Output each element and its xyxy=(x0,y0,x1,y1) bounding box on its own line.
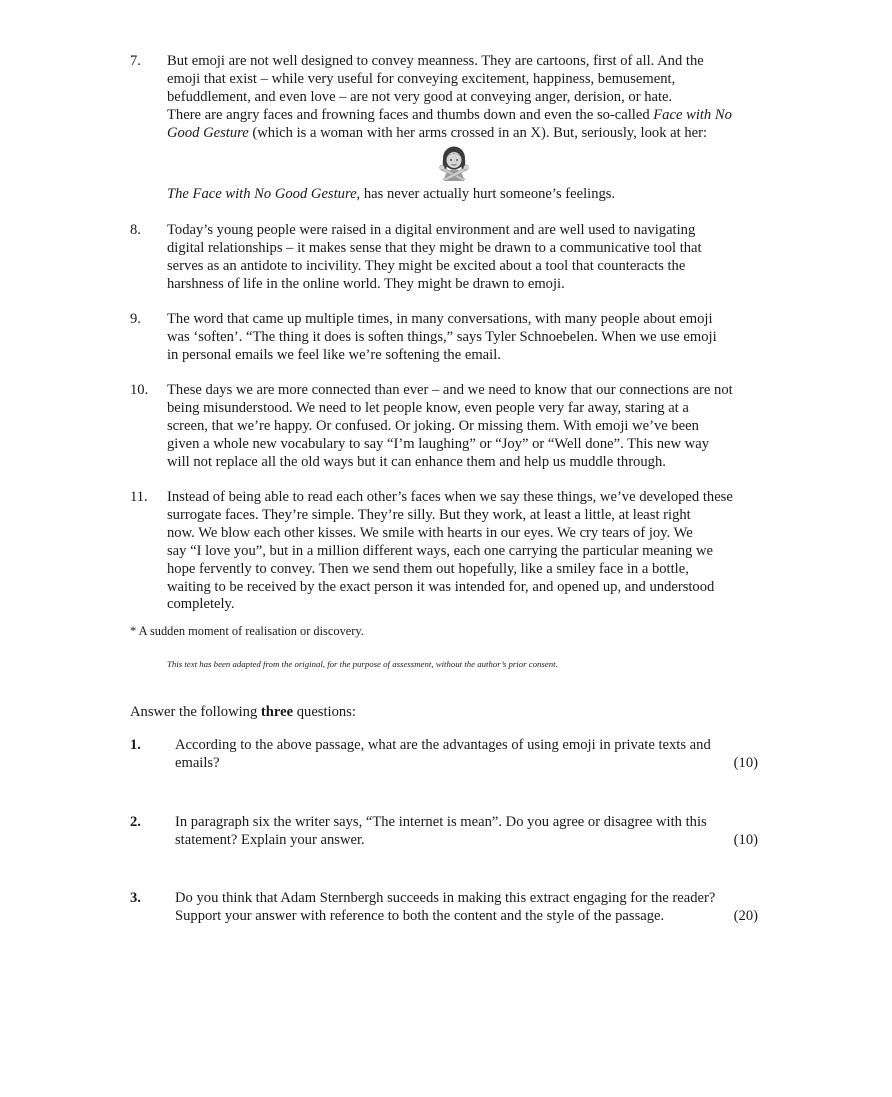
question-number: 3. xyxy=(130,890,141,906)
text-run: There are angry faces and frowning faces and thumbs down and even the so-called xyxy=(167,106,654,123)
paragraph-10 xyxy=(130,382,780,474)
question-marks: (10) xyxy=(733,755,758,771)
paragraph-line: surrogate faces. They’re simple. They’re silly. But they work, at least a little, at least right xyxy=(167,506,691,523)
paragraph-line xyxy=(167,186,772,204)
question-line: Do you think that Adam Sternbergh succeeds in making this extract engaging for the reader? xyxy=(175,890,716,906)
paragraph-line: completely. xyxy=(167,596,235,613)
paragraph-line: emoji that exist – while very useful for conveying excitement, happiness, bemusement, xyxy=(167,70,676,87)
paragraph-number: 7. xyxy=(130,53,141,69)
paragraph-line: befuddlement, and even love – are not very good at conveying anger, derision, or hate. xyxy=(167,88,673,105)
paragraph-line: harshness of life in the online world. They might be drawn to emoji. xyxy=(167,275,565,292)
paragraph-line: These days we are more connected than ever – and we need to know that our connections are not xyxy=(167,382,733,398)
paragraph-number: 10. xyxy=(130,382,149,398)
paragraph-number: 8. xyxy=(130,222,141,238)
text-run: (which is a woman with her arms crossed in an X). But, seriously, look at her: xyxy=(248,124,708,141)
paragraph-line: being misunderstood. We need to let people know, even people very far away, staring at a xyxy=(167,399,689,416)
paragraph-body xyxy=(167,311,772,365)
question-body xyxy=(175,890,760,926)
paragraph-line: digital relationships – it makes sense that they might be drawn to a communicative tool that xyxy=(167,239,702,256)
text-run: has never actually hurt someone’s feelings. xyxy=(360,186,616,202)
paragraph-line: waiting to be received by the exact person it was intended for, and opened up, and understood xyxy=(167,578,715,595)
footnote: * A sudden moment of realisation or discovery. xyxy=(130,624,364,638)
paragraph-line: The word that came up multiple times, in many conversations, with many people about emoji xyxy=(167,311,713,327)
question-line: emails? xyxy=(175,754,220,771)
question-number: 2. xyxy=(130,814,141,830)
question-number: 1. xyxy=(130,737,141,753)
paragraph-line: Today’s young people were raised in a digital environment and are well used to navigating xyxy=(167,222,696,238)
paragraph-line: serves as an antidote to incivility. They might be excited about a tool that counteracts the xyxy=(167,257,686,274)
paragraph-7-continued xyxy=(130,186,780,206)
question-line: Support your answer with reference to both the content and the style of the passage. xyxy=(175,907,665,924)
question-line: In paragraph six the writer says, “The internet is mean”. Do you agree or disagree with this xyxy=(175,814,707,830)
italic-term: The Face with No Good Gesture, xyxy=(167,186,361,202)
paragraph-line: hope fervently to convey. Then we send them out hopefully, like a smiley face in a bottle, xyxy=(167,560,689,577)
question-line: According to the above passage, what are the advantages of using emoji in private texts and xyxy=(175,737,711,753)
source-note: This text has been adapted from the original, for the purpose of assessment, without the author’s prior consent. xyxy=(167,659,558,669)
question-marks: (10) xyxy=(733,832,758,848)
paragraph-line: will not replace all the old ways but it can enhance them and help us muddle through. xyxy=(167,453,666,470)
paragraph-body xyxy=(167,186,772,204)
instruction-text xyxy=(130,704,356,722)
text-run: questions: xyxy=(293,704,356,720)
question-marks: (20) xyxy=(733,908,758,924)
bold-term: three xyxy=(260,704,294,720)
paragraph-11 xyxy=(130,489,780,617)
paragraph-body xyxy=(167,382,772,472)
italic-term: Good Gesture xyxy=(167,124,249,141)
paragraph-number: 11. xyxy=(130,489,148,505)
paragraph-body xyxy=(167,489,772,614)
question-1 xyxy=(130,737,770,777)
paragraph-line: say “I love you”, but in a million different ways, each one carrying the particular meaning we xyxy=(167,542,713,559)
paragraph-line: Instead of being able to read each other’s faces when we say these things, we’ve developed these xyxy=(167,489,733,505)
paragraph-8 xyxy=(130,222,780,297)
paragraph-line: given a whole new vocabulary to say “I’m laughing” or “Joy” or “Well done”. This new way xyxy=(167,435,709,452)
paragraph-9 xyxy=(130,311,780,367)
paragraph-body xyxy=(167,222,772,294)
text-run: Answer the following xyxy=(130,704,261,720)
italic-term: Face with No xyxy=(653,106,732,123)
paragraph-line: now. We blow each other kisses. We smile with hearts in our eyes. We cry tears of joy. We xyxy=(167,524,693,541)
paragraph-body xyxy=(167,53,772,143)
paragraph-line: screen, that we’re happy. Or confused. Or joking. Or missing them. With emoji we’ve been xyxy=(167,417,699,434)
no-good-gesture-emoji-icon xyxy=(438,145,470,181)
paragraph-line: was ‘soften’. “The thing it does is soften things,” says Tyler Schnoebelen. When we use emoji xyxy=(167,328,717,345)
question-2 xyxy=(130,814,770,854)
question-line: statement? Explain your answer. xyxy=(175,831,365,848)
paragraph-line xyxy=(167,125,772,143)
paragraph-line: But emoji are not well designed to convey meanness. They are cartoons, first of all. And the xyxy=(167,53,704,69)
paragraph-line xyxy=(167,107,772,125)
question-3 xyxy=(130,890,770,930)
paragraph-number: 9. xyxy=(130,311,141,327)
question-body xyxy=(175,737,760,773)
paragraph-line: in personal emails we feel like we’re softening the email. xyxy=(167,346,501,363)
question-body xyxy=(175,814,760,850)
